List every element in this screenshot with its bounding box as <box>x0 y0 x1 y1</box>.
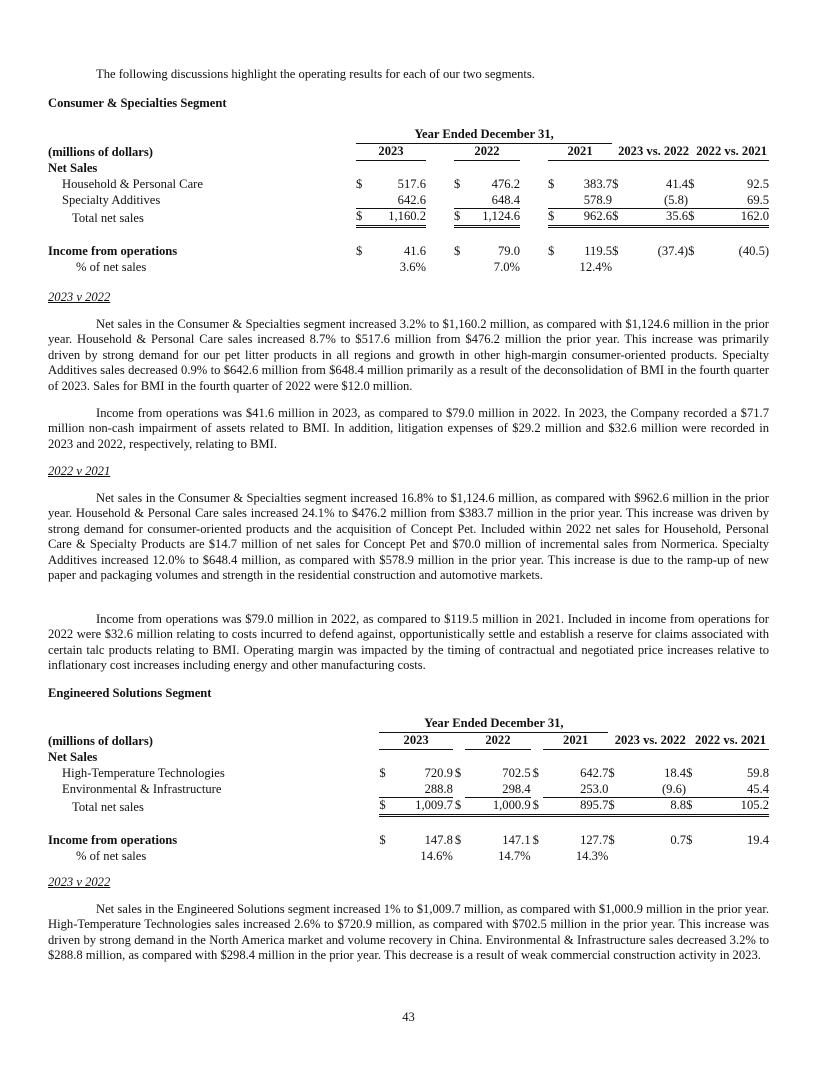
row-label: Environmental & Infrastructure <box>62 782 222 797</box>
row-label: Household & Personal Care <box>62 176 203 191</box>
currency-symbol: $ <box>531 797 543 815</box>
table-row <box>48 833 769 849</box>
currency-symbol: $ <box>356 176 363 191</box>
cell-2021: 127.7 <box>580 833 609 848</box>
es-col-2022: 2022 <box>465 732 530 749</box>
cs-heading: Consumer & Specialties Segment <box>48 96 227 110</box>
cell-2021: 578.9 <box>560 192 612 208</box>
currency-symbol: $ <box>532 765 539 780</box>
cs-col-2022: 2022 <box>454 143 520 160</box>
cell-v2: 92.5 <box>747 176 770 191</box>
cell-v1: 0.7 <box>670 833 687 848</box>
currency-symbol: $ <box>454 176 461 191</box>
currency-symbol: $ <box>356 208 368 226</box>
cs-paragraph-1: Net sales in the Consumer & Specialties segment increased 3.2% to $1,160.2 million, as compared with $1,124.6 million in the prior year. Household & Personal Care sales increased 8.7% to $517.6 million from $476.2 million the prior year. This increase was primarily driven by strong demand for our pet litter products in all regions and growth in other high-margin consumer-oriented products. Specialty Additives sales decreased 0.9% to $642.6 million from $648.4 million primarily as a result of the deconsolidation of BMI in the fourth quarter of 2023. Sales for BMI in the fourth quarter of 2022 were $12.0 million. <box>48 317 769 393</box>
cell-2022: 298.4 <box>477 781 530 797</box>
cs-paragraph-3: Net sales in the Consumer & Specialties segment increased 16.8% to $1,124.6 million, as compared with $962.6 million in the prior year. Household & Personal Care sales increased 24.1% to $476.2 million from $383.7 million in the prior year. This increase was driven by strong demand for consumer-oriented products and the acquisition of Concept Pet. Included within 2022 net sales for Household, Personal Care & Specialty Products are $14.7 million of net sales for Concept Pet and $70.0 million of incremental sales from Normerica. Specialty Additives increased 12.0% to $648.4 million, as compared with $578.9 million in the prior year. This increase is due to the ramp-up of new paper and packaging volumes and strength in the residential construction and automotive markets. <box>48 491 769 583</box>
cell-v1: (5.8) <box>624 192 688 208</box>
currency-symbol: $ <box>608 833 615 848</box>
row-label: High-Temperature Technologies <box>62 765 225 780</box>
currency-symbol: $ <box>356 244 363 259</box>
table-row <box>48 244 769 260</box>
currency-symbol: $ <box>688 244 695 259</box>
intro-text: The following discussions highlight the operating results for each of our two segments. <box>96 67 535 81</box>
cell-2021: 383.7 <box>583 176 613 191</box>
cell-2023: 1,160.2 <box>368 208 426 226</box>
currency-symbol: $ <box>686 797 698 815</box>
table-row <box>48 781 769 797</box>
es-col-2021: 2021 <box>543 732 609 749</box>
cell-2021: 119.5 <box>584 244 613 259</box>
cs-period-header: Year Ended December 31, <box>356 127 612 143</box>
cs-col-v2: 2022 vs. 2021 <box>688 143 769 160</box>
page-number: 43 <box>402 1010 415 1024</box>
currency-symbol: $ <box>548 208 560 226</box>
currency-symbol: $ <box>612 176 619 191</box>
pct-label: % of net sales <box>76 848 147 863</box>
cell-v1: 18.4 <box>664 765 687 780</box>
cell-2022: 79.0 <box>497 244 520 259</box>
currency-symbol: $ <box>532 833 539 848</box>
es-subheading-2023: 2023 v 2022 <box>48 875 111 889</box>
income-label: Income from operations <box>48 833 178 848</box>
cell-2021: 14.3% <box>575 848 609 863</box>
cs-subheading-2022: 2022 v 2021 <box>48 464 111 478</box>
cell-v2: 162.0 <box>700 208 769 226</box>
cs-col-v1: 2023 vs. 2022 <box>612 143 688 160</box>
es-heading: Engineered Solutions Segment <box>48 686 212 700</box>
cell-2022: 147.1 <box>502 833 531 848</box>
cell-2022: 14.7% <box>498 848 531 863</box>
es-period-header: Year Ended December 31, <box>379 716 608 732</box>
row-label: Total net sales <box>72 799 144 814</box>
cell-v2: 59.8 <box>746 765 769 780</box>
table-row <box>48 260 769 276</box>
cell-v1: 41.4 <box>666 176 689 191</box>
cell-2023: 41.6 <box>403 244 426 259</box>
currency-symbol: $ <box>454 765 462 780</box>
table-row <box>48 176 769 192</box>
cell-2021: 962.6 <box>560 208 612 226</box>
es-unit-label: (millions of dollars) <box>48 733 153 748</box>
es-col-v2: 2022 vs. 2021 <box>686 732 769 749</box>
row-label: Specialty Additives <box>62 193 161 208</box>
cell-v2: 45.4 <box>698 781 769 797</box>
cell-v2: 105.2 <box>698 797 769 815</box>
currency-symbol: $ <box>379 797 391 815</box>
cs-paragraph-2: Income from operations was $41.6 million in 2023, as compared to $79.0 million in 2022. In 2023, the Company recorded a $71.7 million non-cash impairment of assets related to BMI. In addition, litigation expenses of $29.2 million and $32.6 million were recorded in 2023 and 2022, respectively, relating to BMI. <box>48 406 769 451</box>
currency-symbol: $ <box>608 797 620 815</box>
currency-symbol: $ <box>688 176 695 191</box>
es-paragraph-1: Net sales in the Engineered Solutions segment increased 1% to $1,009.7 million, as compared with $1,000.9 million in the prior year. High-Temperature Technologies sales increased 2.6% to $720.9 million, as compared with $702.5 million in the prior year. This increase was driven by strong demand in the North America market and volume recovery in China. Environmental & Infrastructure sales decreased 3.2% to $288.8 million, as compared with $298.4 million in the prior year. This decrease is a result of weak commercial construction activity in 2023. <box>48 902 769 963</box>
currency-symbol: $ <box>548 176 555 191</box>
currency-symbol: $ <box>454 208 466 226</box>
cell-2021: 642.7 <box>580 765 609 780</box>
cell-2023: 517.6 <box>397 176 426 191</box>
cell-v1: 35.6 <box>624 208 688 226</box>
currency-symbol: $ <box>612 208 624 226</box>
table-row <box>48 849 769 865</box>
es-net-sales-label: Net Sales <box>48 749 98 764</box>
currency-symbol: $ <box>688 208 700 226</box>
table-row <box>48 797 769 815</box>
cs-col-2021: 2021 <box>548 143 612 160</box>
cell-v2: (40.5) <box>738 244 770 259</box>
table-row <box>48 765 769 781</box>
cell-v2: 69.5 <box>700 192 769 208</box>
currency-symbol: $ <box>608 765 615 780</box>
cell-2023: 720.9 <box>424 765 453 780</box>
cell-2021: 253.0 <box>555 781 608 797</box>
currency-symbol: $ <box>453 797 465 815</box>
income-label: Income from operations <box>48 244 178 259</box>
currency-symbol: $ <box>379 833 386 848</box>
row-label: Total net sales <box>72 210 144 225</box>
cell-2022: 476.2 <box>491 176 520 191</box>
cell-2023: 288.8 <box>392 781 453 797</box>
pct-label: % of net sales <box>76 259 147 274</box>
cell-2023: 642.6 <box>368 192 426 208</box>
cs-table <box>48 127 769 275</box>
cell-2021: 12.4% <box>579 259 613 274</box>
cell-2023: 14.6% <box>420 848 453 863</box>
cell-2023: 3.6% <box>399 259 426 274</box>
currency-symbol: $ <box>548 244 555 259</box>
cell-v1: (37.4) <box>657 244 689 259</box>
table-row <box>48 192 769 208</box>
cell-2022: 648.4 <box>466 192 520 208</box>
table-row <box>48 208 769 226</box>
cell-v1: (9.6) <box>621 781 686 797</box>
cell-2023: 1,009.7 <box>392 797 453 815</box>
currency-symbol: $ <box>612 244 619 259</box>
cell-v2: 19.4 <box>746 833 769 848</box>
cs-subheading-2023: 2023 v 2022 <box>48 290 111 304</box>
cs-net-sales-label: Net Sales <box>48 160 98 175</box>
currency-symbol: $ <box>454 833 462 848</box>
cell-2022: 7.0% <box>493 259 520 274</box>
cs-unit-label: (millions of dollars) <box>48 144 153 159</box>
es-table <box>48 716 769 864</box>
cell-2022: 1,000.9 <box>477 797 530 815</box>
currency-symbol: $ <box>454 244 461 259</box>
es-col-2023: 2023 <box>379 732 453 749</box>
cell-2022: 1,124.6 <box>466 208 520 226</box>
cell-2022: 702.5 <box>502 765 531 780</box>
currency-symbol: $ <box>686 833 693 848</box>
cell-2023: 147.8 <box>424 833 453 848</box>
currency-symbol: $ <box>379 765 386 780</box>
cell-2021: 895.7 <box>555 797 608 815</box>
cs-col-2023: 2023 <box>356 143 426 160</box>
currency-symbol: $ <box>686 765 693 780</box>
cs-paragraph-4: Income from operations was $79.0 million in 2022, as compared to $119.5 million in 2021. Included in income from operations for 2022 were $32.6 million relating to costs incurred to defend against, opportunistically settle and establish a reserve for claims associated with certain talc products relating to BMI. Operating margin was impacted by the timing of contractual and negotiated price increases relative to inflationary cost increases including energy and other manufacturing costs. <box>48 612 769 673</box>
es-col-v1: 2023 vs. 2022 <box>608 732 686 749</box>
cell-v1: 8.8 <box>621 797 686 815</box>
